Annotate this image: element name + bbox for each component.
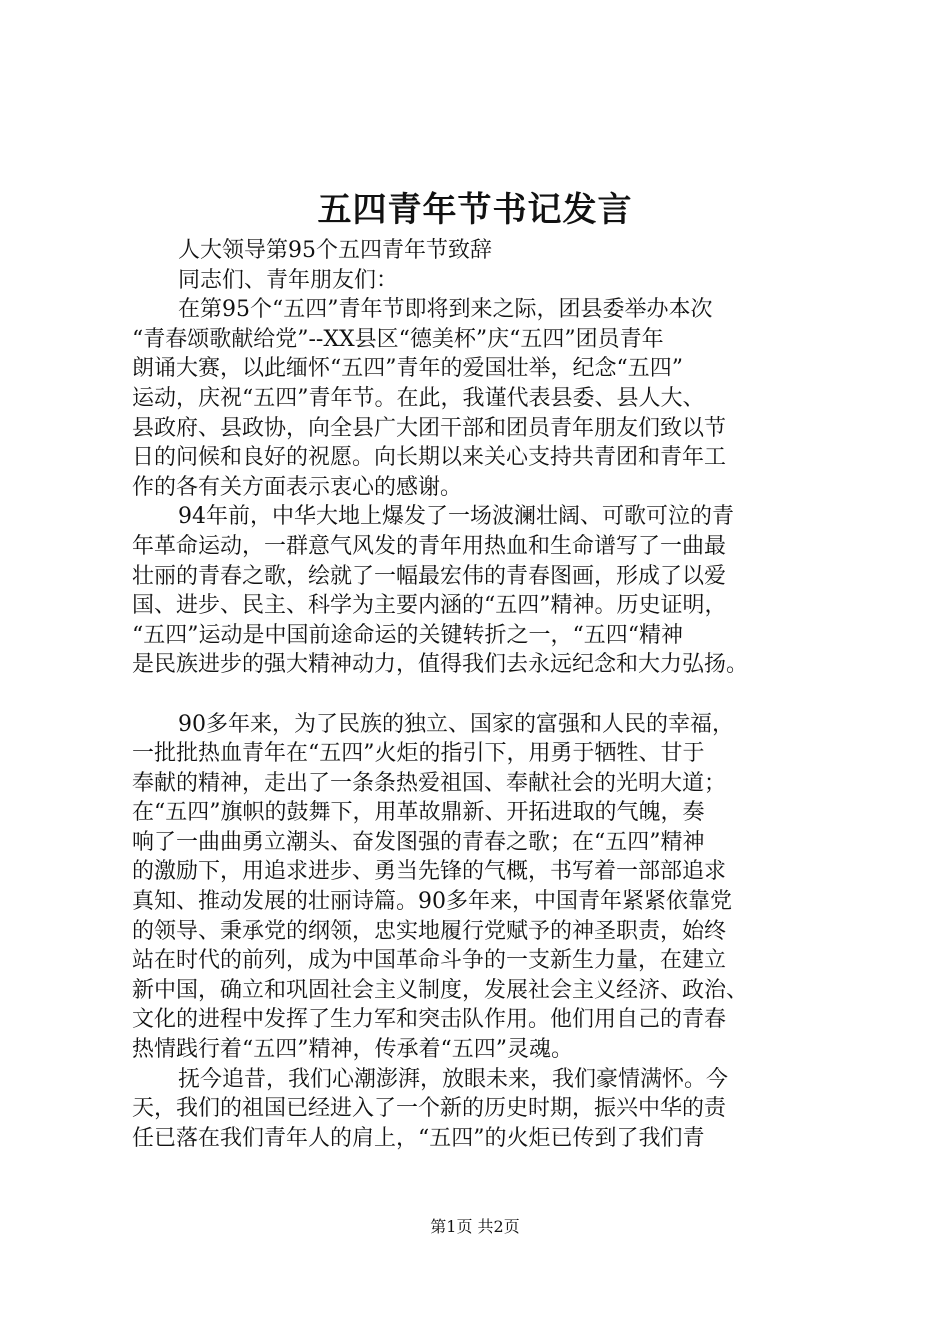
text-line: 运动，庆祝“五四”青年节。在此，我谨代表县委、县人大、 bbox=[132, 385, 705, 411]
text-line: 文化的进程中发挥了生力军和突击队作用。他们用自己的青春 bbox=[132, 1007, 727, 1033]
text-line: 热情践行着“五四”精神，传承着“五四”灵魂。 bbox=[132, 1037, 573, 1063]
text-line: 天，我们的祖国已经进入了一个新的历史时期，振兴中华的责 bbox=[132, 1096, 727, 1122]
text-line: 日的问候和良好的祝愿。向长期以来关心支持共青团和青年工 bbox=[132, 445, 727, 471]
text-line: 是民族进步的强大精神动力，值得我们去永远纪念和大力弘扬。 bbox=[132, 652, 749, 678]
text-line: 县政府、县政协，向全县广大团干部和团员青年朋友们致以节 bbox=[132, 415, 727, 441]
text-line: 作的各有关方面表示衷心的感谢。 bbox=[132, 474, 463, 500]
text-line: “青春颂歌献给党”--XX县区“德美杯”庆“五四”团员青年 bbox=[132, 326, 664, 352]
text-line: 响了一曲曲勇立潮头、奋发图强的青春之歌；在“五四”精神 bbox=[132, 829, 705, 855]
document-title: 五四青年节书记发言 bbox=[317, 190, 633, 230]
blank-line bbox=[132, 680, 822, 710]
text-line: 朗诵大赛，以此缅怀“五四”青年的爱国壮举，纪念“五四” bbox=[132, 356, 683, 382]
text-line: 年革命运动，一群意气风发的青年用热血和生命谱写了一曲最 bbox=[132, 533, 727, 559]
text-line: 壮丽的青春之歌，绘就了一幅最宏伟的青春图画，形成了以爱 bbox=[132, 563, 727, 589]
text-line: “五四”运动是中国前途命运的关键转折之一，“五四“精神 bbox=[132, 622, 683, 648]
text-line: 奉献的精神，走出了一条条热爱祖国、奉献社会的光明大道； bbox=[132, 770, 727, 796]
text-line: 人大领导第95个五四青年节致辞 bbox=[178, 238, 492, 263]
text-line: 的领导、秉承党的纲领，忠实地履行党赋予的神圣职责，始终 bbox=[132, 918, 727, 944]
text-line: 站在时代的前列，成为中国革命斗争的一支新生力量，在建立 bbox=[132, 948, 727, 974]
text-line: 任已落在我们青年人的肩上，“五四”的火炬已传到了我们青 bbox=[132, 1125, 705, 1151]
text-line: 94年前，中华大地上爆发了一场波澜壮阔、可歌可泣的青 bbox=[178, 504, 734, 530]
text-line: 真知、推动发展的壮丽诗篇。90多年来，中国青年紧紧依靠党 bbox=[132, 889, 732, 915]
text-line: 同志们、青年朋友们： bbox=[178, 267, 399, 293]
text-line: 在“五四”旗帜的鼓舞下，用革故鼎新、开拓进取的气魄，奏 bbox=[132, 800, 705, 826]
text-line: 新中国，确立和巩固社会主义制度，发展社会主义经济、政治、 bbox=[132, 977, 749, 1003]
text-line: 的激励下，用追求进步、勇当先锋的气概，书写着一部部追求 bbox=[132, 859, 727, 885]
text-line: 国、进步、民主、科学为主要内涵的“五四”精神。历史证明， bbox=[132, 593, 727, 619]
text-line: 抚今追昔，我们心潮澎湃，放眼未来，我们豪情满怀。今 bbox=[178, 1066, 729, 1092]
document-body bbox=[132, 236, 822, 1153]
text-line: 一批批热血青年在“五四”火炬的指引下，用勇于牺牲、甘于 bbox=[132, 741, 705, 767]
page-footer: 第1页 共2页 bbox=[430, 1217, 520, 1236]
text-line: 90多年来，为了民族的独立、国家的富强和人民的幸福， bbox=[178, 711, 734, 737]
text-line: 在第95个“五四”青年节即将到来之际，团县委举办本次 bbox=[178, 297, 713, 323]
